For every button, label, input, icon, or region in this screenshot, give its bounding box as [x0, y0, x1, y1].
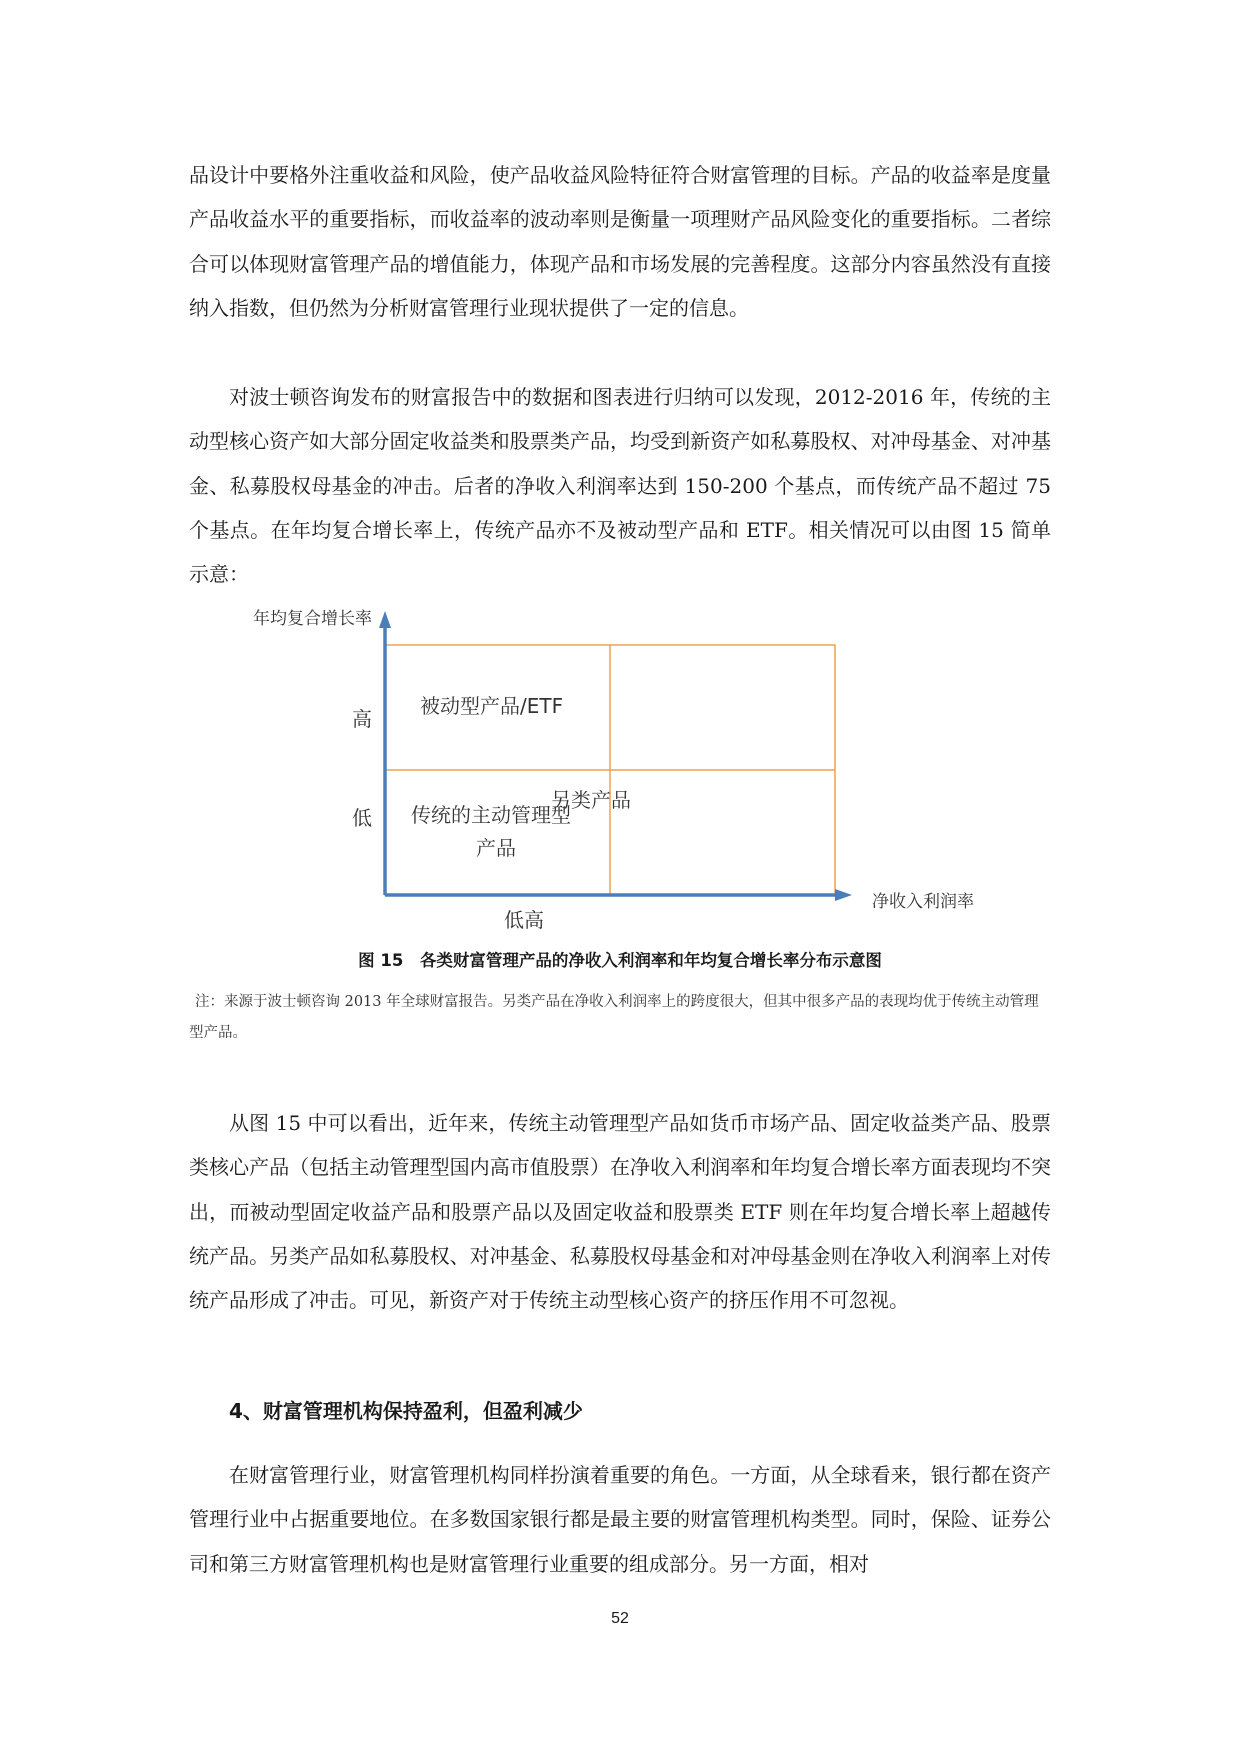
paragraph-figure-discussion: 从图 15 中可以看出，近年来，传统主动管理型产品如货币市场产品、固定收益类产品、股票类核心产品（包括主动管理型国内高市值股票）在净收入利润率和年均复合增长率方面表现均不突出，而被动型固定收益产品和股票产品以及固定收益和股票类 ETF 则在年均复合增长率上超越传统产品。另类产品如私募股权、对冲基金、私募股权母基金和对冲母基金则在净收入利润率上对传统产品形成了冲击。可见，新资产对于传统主动型核心资产的挤压作用不可忽视。 — [189, 1111, 1051, 1313]
quadrant-grid — [385, 645, 835, 895]
y-label-high: 高 — [352, 707, 372, 731]
paragraph-bcg-analysis: 对波士顿咨询发布的财富报告中的数据和图表进行归纳可以发现，2012-2016 年，传统的主动型核心资产如大部分固定收益类和股票类产品，均受到新资产如私募股权、对冲母基金、对冲基金、私募股权母基金的冲击。后者的净收入利润率达到 150-200 个基点，而传统产品不超过 75 个基点。在年均复合增长率上，传统产品亦不及被动型产品和 ETF。相关情况可以由图 15 简单示意： — [189, 385, 1051, 587]
page-number: 52 — [611, 1610, 629, 1627]
cell-traditional-line1: 传统的主动管理型 — [411, 803, 571, 827]
x-label-low-high: 低高 — [504, 908, 544, 932]
paragraph-intro: 品设计中要格外注重收益和风险，使产品收益风险特征符合财富管理的目标。产品的收益率是度量产品收益水平的重要指标，而收益率的波动率则是衡量一项理财产品风险变化的重要指标。二者综合可以体现财富管理产品的增值能力，体现产品和市场发展的完善程度。这部分内容虽然没有直接纳入指数，但仍然为分析财富管理行业现状提供了一定的信息。 — [189, 163, 1051, 320]
y-axis-label: 年均复合增长率 — [253, 609, 372, 629]
y-label-low: 低 — [352, 806, 372, 830]
cell-alternative: 另类产品 — [551, 788, 631, 812]
paragraph-institutions: 在财富管理行业，财富管理机构同样扮演着重要的角色。一方面，从全球看来，银行都在资产管理行业中占据重要地位。在多数国家银行都是最主要的财富管理机构类型。同时，保险、证券公司和第三方财富管理机构也是财富管理行业重要的组成部分。另一方面，相对 — [189, 1463, 1051, 1576]
y-axis-arrow-icon — [379, 611, 391, 628]
x-axis-label: 净收入利润率 — [872, 892, 974, 912]
figure-caption: 图 15 各类财富管理产品的净收入利润率和年均复合增长率分布示意图 — [358, 951, 882, 970]
cell-passive-etf: 被动型产品/ETF — [420, 694, 564, 718]
cell-traditional-line2: 产品 — [476, 836, 516, 860]
x-axis-arrow-icon — [835, 889, 852, 901]
section-heading: 4、财富管理机构保持盈利，但盈利减少 — [229, 1399, 583, 1423]
figure-note: 注：来源于波士顿咨询 2013 年全球财富报告。另类产品在净收入利润率上的跨度很大，但其中很多产品的表现均优于传统主动管理型产品。 — [189, 994, 1039, 1041]
axes — [379, 611, 852, 901]
